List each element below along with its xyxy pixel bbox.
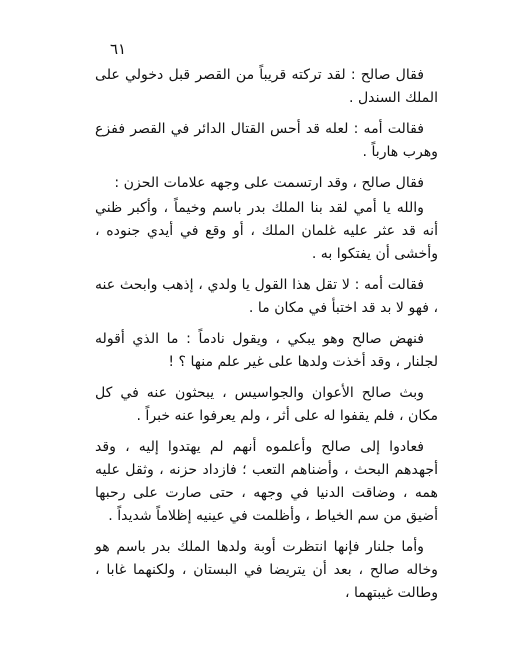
paragraph: فنهض صالح وهو يبكي ، ويقول نادماً : ما الذي أقوله لجلنار ، وقد أخذت ولدها على غير علم منها ؟ ! <box>95 331 438 370</box>
paragraph: فقالت أمه : لا تقل هذا القول يا ولدي ، إذهب وابحث عنه ، فهو لا بد قد اختبأ في مكان ما . <box>95 277 438 316</box>
page-number: ٦١ <box>110 40 127 58</box>
paragraph: فقالت أمه : لعله قد أحس القتال الدائر في القصر ففزع وهرب هارباً . <box>95 121 438 160</box>
paragraph: والله يا أمي لقد بنا الملك بدر باسم وخيماً ، وأكبر ظني أنه قد عثر عليه غلمان الملك ، أو وقع في أيدي جنوده ، وأخشى أن يفتكوا به . <box>95 200 438 262</box>
page-text <box>95 64 438 613</box>
paragraph: فقال صالح ، وقد ارتسمت على وجهه علامات الحزن : <box>114 175 424 191</box>
paragraph: فقال صالح : لقد تركته قريباً من القصر قبل دخولي على الملك السندل . <box>95 67 438 106</box>
paragraph: وبث صالح الأعوان والجواسيس ، يبحثون عنه في كل مكان ، فلم يقفوا له على أثر ، ولم يعرفوا عنه خبراً . <box>95 385 438 424</box>
paragraph: وأما جلنار فإنها انتظرت أوبة ولدها الملك بدر باسم هو وخاله صالح ، بعد أن يتريضا في البستان ، ولكنهما غابا ، وطالت غيبتهما ، <box>95 539 438 601</box>
paragraph: فعادوا إلى صالح وأعلموه أنهم لم يهتدوا إليه ، وقد أجهدهم البحث ، وأضناهم التعب ؛ فازداد حزنه ، وثقل عليه همه ، وضاقت الدنيا في وجهه ، حتى صارت على رحبها أضيق من سم الخياط ، وأظلمت في عينيه إظلاماً شديداً . <box>95 439 438 524</box>
